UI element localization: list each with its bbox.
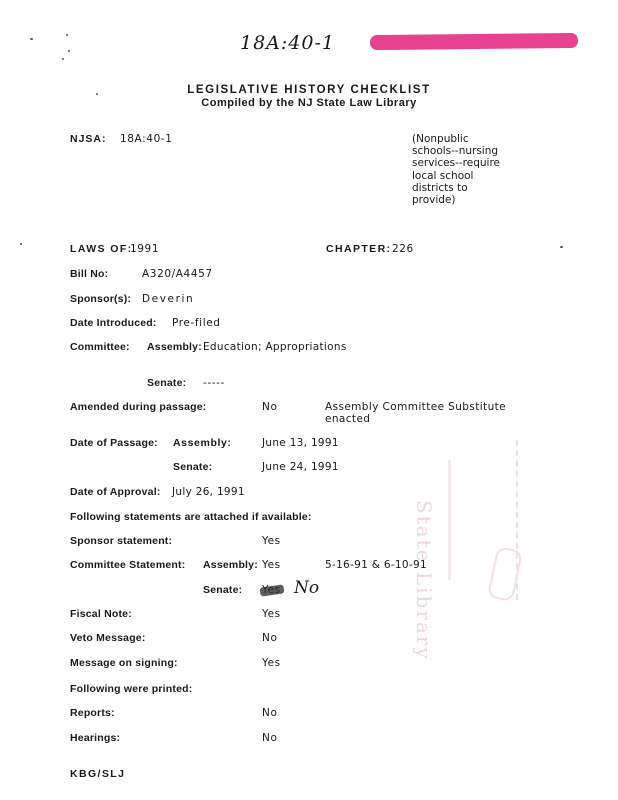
description-line: districts to <box>412 181 468 194</box>
passage-assembly-value: June 13, 1991 <box>262 437 339 449</box>
attached-statements-heading: Following statements are attached if available: <box>70 511 312 523</box>
scan-speck <box>62 58 64 60</box>
amended-note: enacted <box>325 413 371 425</box>
stamp-rule <box>448 460 451 580</box>
laws-of-label: LAWS OF: <box>70 243 133 255</box>
description-line: provide) <box>412 194 456 207</box>
committee-statement-senate-label: Senate: <box>203 584 243 596</box>
veto-message-value: No <box>262 632 278 644</box>
amended-value: No <box>262 401 278 413</box>
sponsors-value: Deverin <box>142 293 195 305</box>
committee-senate-value: ----- <box>203 377 225 389</box>
sponsors-label: Sponsor(s): <box>70 293 132 305</box>
compiler-initials: KBG/SLJ <box>70 768 126 780</box>
bill-no-label: Bill No: <box>70 268 109 280</box>
passage-senate-value: June 24, 1991 <box>262 461 339 473</box>
page-subtitle: Compiled by the NJ State Law Library <box>201 97 417 109</box>
description-line: schools--nursing <box>412 145 499 158</box>
handwritten-reference: 18A:40-1 <box>240 32 335 54</box>
passage-assembly-label: Assembly: <box>173 437 232 449</box>
date-of-approval-label: Date of Approval: <box>70 486 161 498</box>
library-stamp <box>396 440 556 661</box>
scan-speck <box>560 246 563 248</box>
date-introduced-label: Date Introduced: <box>70 317 157 329</box>
scan-speck <box>30 38 33 40</box>
reports-value: No <box>262 707 278 719</box>
description-line: services--require <box>412 157 500 170</box>
njsa-value: 18A:40-1 <box>120 133 173 145</box>
scan-speck <box>66 34 68 36</box>
bill-no-value: A320/A4457 <box>142 268 213 280</box>
statute-description <box>412 133 500 206</box>
laws-of-value: 1991 <box>130 243 160 255</box>
committee-assembly-value: Education; Appropriations <box>203 341 347 353</box>
description-line: (Nonpublic <box>412 133 469 145</box>
passage-senate-label: Senate: <box>173 461 213 473</box>
committee-senate-label: Senate: <box>147 377 187 389</box>
page-title: LEGISLATIVE HISTORY CHECKLIST <box>187 84 431 96</box>
message-on-signing-value: Yes <box>262 657 281 669</box>
chapter-value: 226 <box>392 243 414 255</box>
hearings-value: No <box>262 732 278 744</box>
scan-speck <box>68 50 70 52</box>
njsa-label: NJSA: <box>70 133 107 145</box>
sponsor-statement-value: Yes <box>262 535 281 547</box>
date-of-passage-label: Date of Passage: <box>70 437 158 449</box>
committee-assembly-label: Assembly: <box>147 341 202 353</box>
amended-note: Assembly Committee Substitute <box>325 401 507 413</box>
amended-label: Amended during passage: <box>70 401 207 413</box>
description-line: local school <box>412 169 474 182</box>
committee-label: Committee: <box>70 341 130 353</box>
printed-heading: Following were printed: <box>70 683 193 695</box>
veto-message-label: Veto Message: <box>70 632 146 644</box>
stamp-text: State Library <box>412 500 436 661</box>
reports-label: Reports: <box>70 707 115 719</box>
committee-statement-senate-struck <box>262 584 281 596</box>
committee-statement-dates: 5-16-91 & 6-10-91 <box>325 559 427 571</box>
committee-statement-assembly-value: Yes <box>262 559 281 571</box>
message-on-signing-label: Message on signing: <box>70 657 178 669</box>
highlighter-mark <box>370 33 578 50</box>
date-introduced-value: Pre-filed <box>172 317 221 329</box>
scan-speck <box>20 243 22 245</box>
committee-statement-label: Committee Statement: <box>70 559 186 571</box>
sponsor-statement-label: Sponsor statement: <box>70 535 173 547</box>
fiscal-note-value: Yes <box>262 608 281 620</box>
handwritten-no: No <box>294 578 320 598</box>
fiscal-note-label: Fiscal Note: <box>70 608 132 620</box>
chapter-label: CHAPTER: <box>326 243 392 255</box>
date-of-approval-value: July 26, 1991 <box>172 486 245 498</box>
committee-statement-assembly-label: Assembly: <box>203 559 258 571</box>
hearings-label: Hearings: <box>70 732 121 744</box>
